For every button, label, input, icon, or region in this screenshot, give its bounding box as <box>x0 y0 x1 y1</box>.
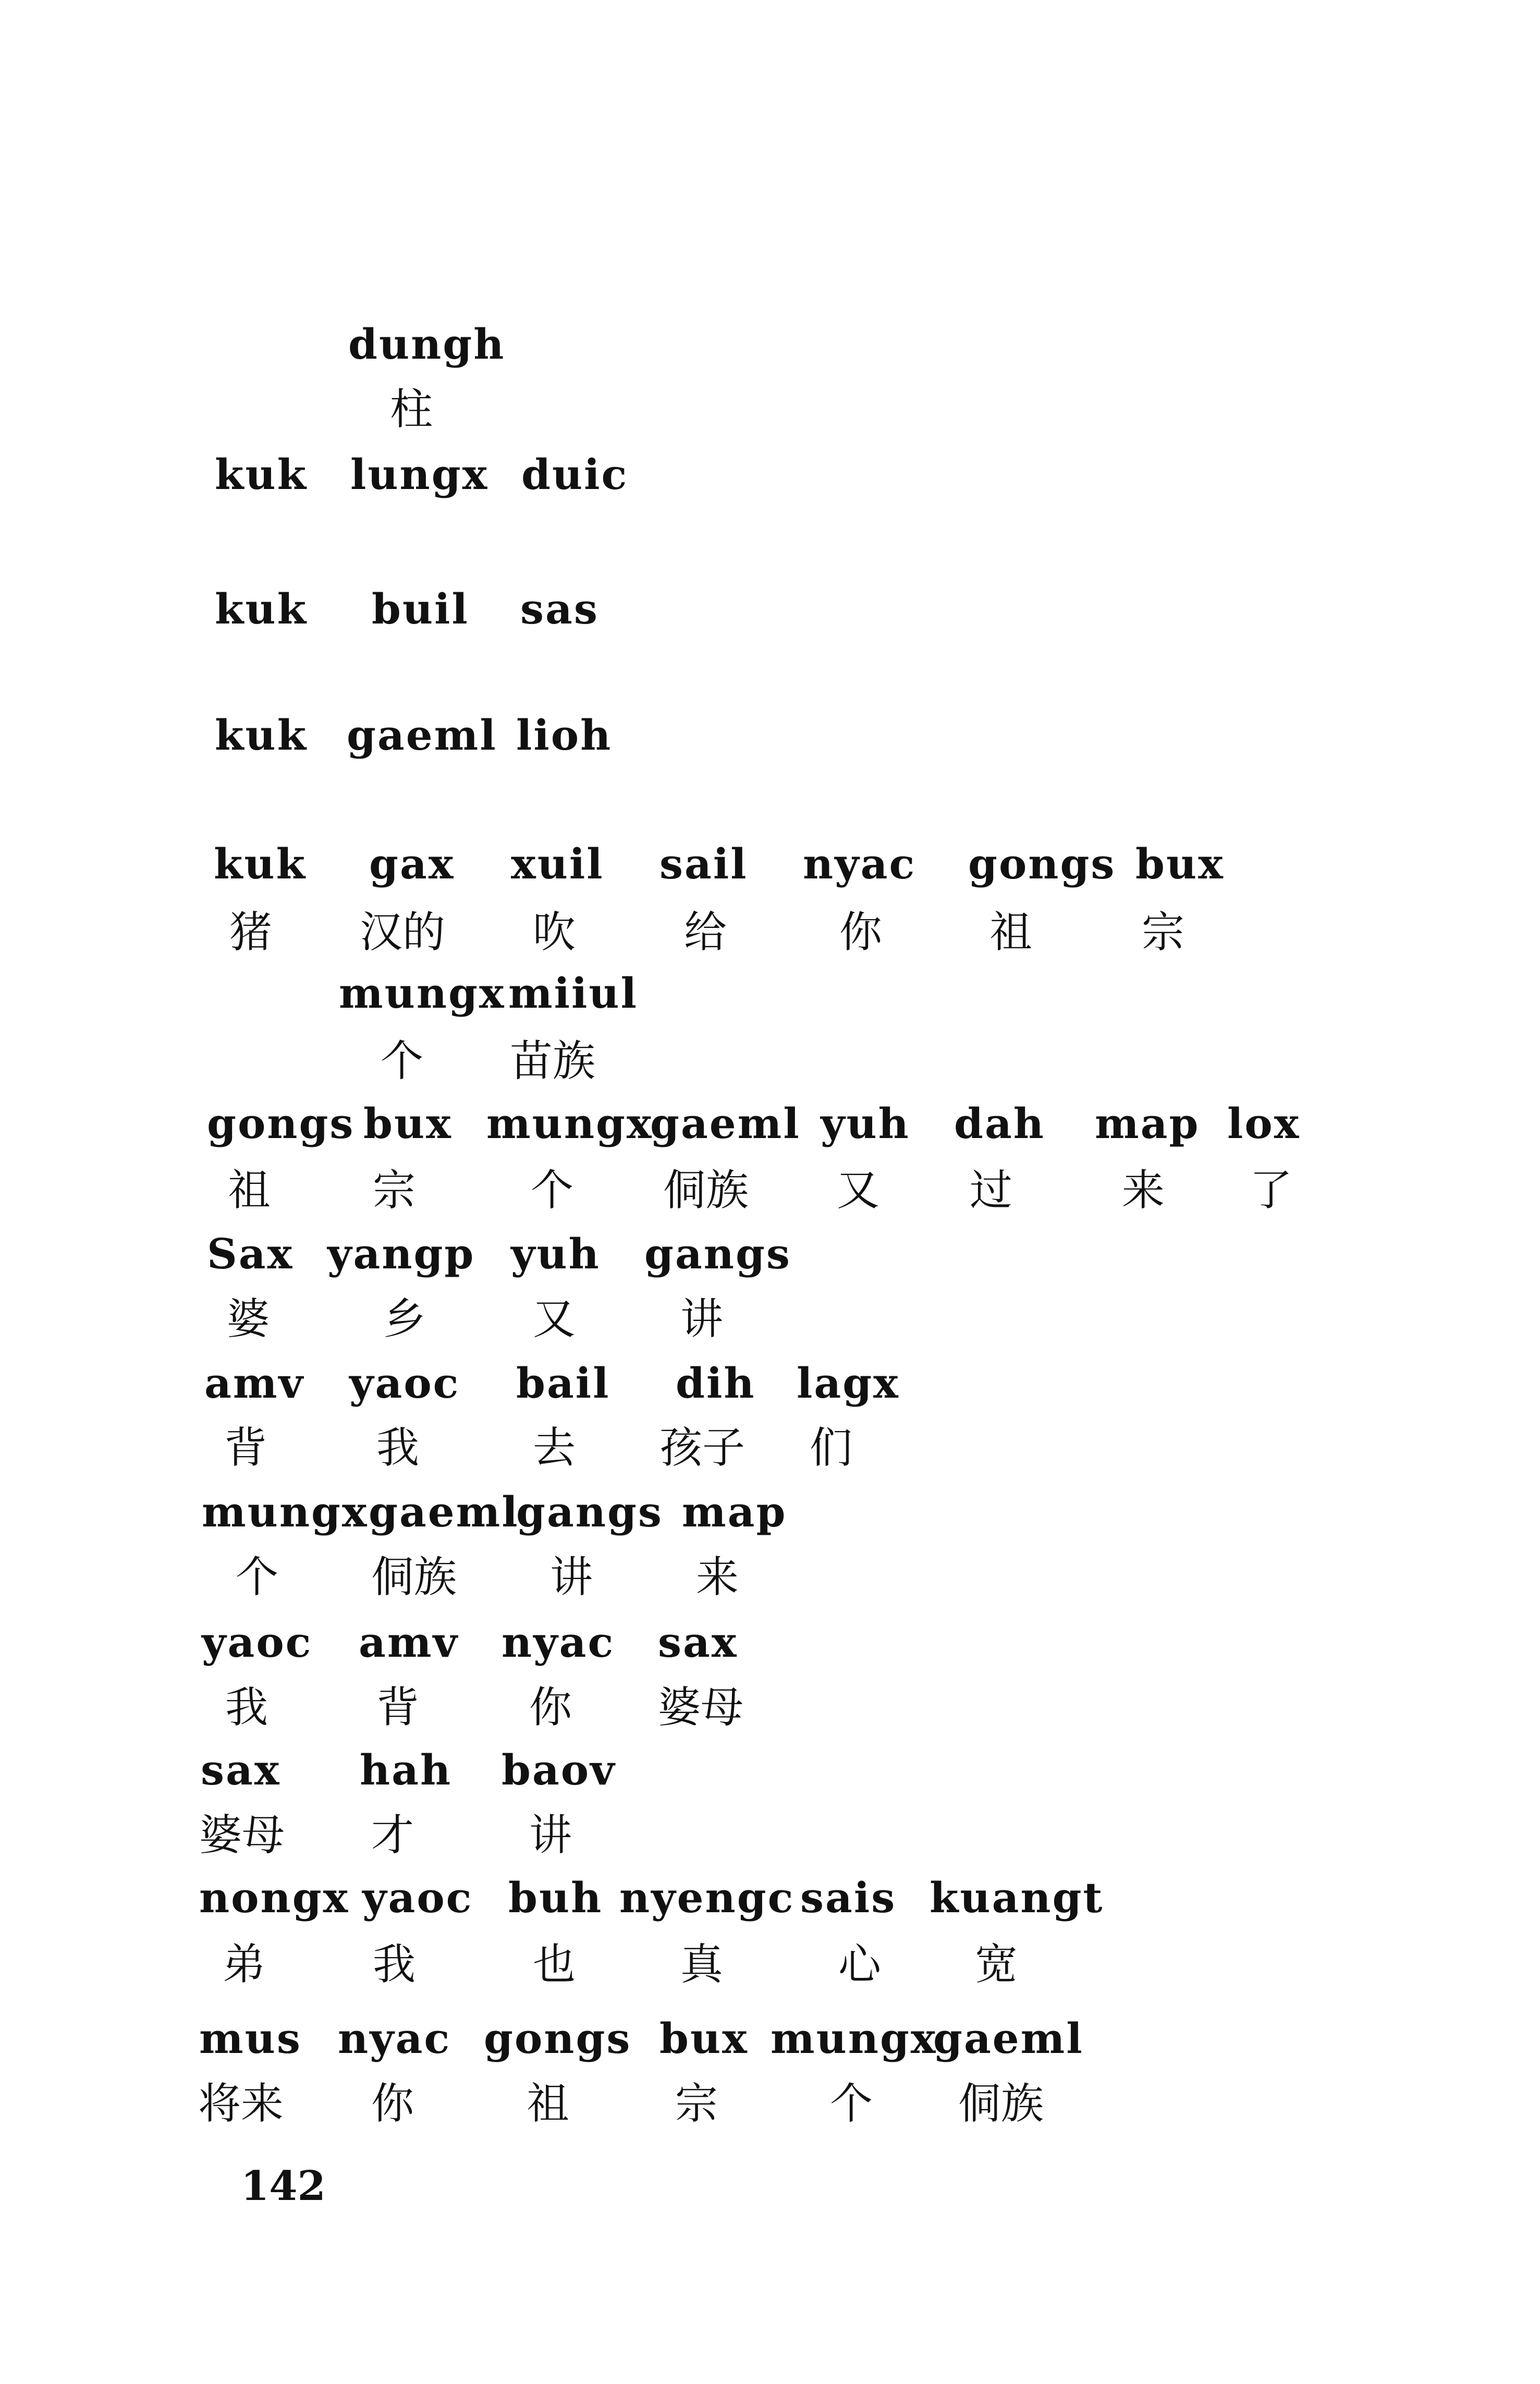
chinese-gloss-word: 才 <box>371 1811 414 1860</box>
chinese-gloss-word: 宗 <box>675 2079 718 2129</box>
chinese-gloss-word: 我 <box>376 1423 420 1473</box>
chinese-gloss-word: 个 <box>830 2079 873 2129</box>
romanized-word: map <box>682 1487 787 1536</box>
chinese-gloss-word: 个 <box>236 1552 279 1602</box>
romanized-word: amv <box>204 1359 304 1408</box>
romanized-word: sais <box>800 1873 897 1922</box>
chinese-gloss-word: 苗族 <box>510 1036 596 1086</box>
chinese-gloss-word: 我 <box>225 1683 268 1732</box>
chinese-gloss-word: 乡 <box>383 1294 426 1344</box>
chinese-gloss-word: 宗 <box>373 1166 416 1215</box>
chinese-gloss-word: 宽 <box>975 1940 1018 1989</box>
chinese-gloss-word: 汉的 <box>360 908 446 957</box>
romanized-word: mus <box>199 2014 302 2063</box>
romanized-word: yangp <box>327 1229 475 1278</box>
romanized-word: nyac <box>803 839 916 888</box>
romanized-word: gaeml <box>933 2014 1084 2063</box>
romanized-word: kuk <box>215 584 308 633</box>
chinese-gloss-word: 将来 <box>198 2079 284 2129</box>
romanized-word: yuh <box>821 1099 910 1148</box>
romanized-word: lagx <box>797 1359 900 1408</box>
chinese-gloss-word: 孩子 <box>659 1423 745 1473</box>
chinese-gloss-word: 你 <box>371 2079 414 2129</box>
chinese-gloss-word: 侗族 <box>371 1552 457 1602</box>
chinese-gloss-word: 讲 <box>680 1294 724 1344</box>
chinese-gloss-word: 来 <box>1122 1166 1165 1215</box>
chinese-gloss-word: 又 <box>837 1166 880 1215</box>
romanized-word: yaoc <box>202 1618 313 1667</box>
romanized-word: sax <box>201 1745 281 1794</box>
chinese-gloss-word: 婆母 <box>658 1683 744 1732</box>
romanized-word: lox <box>1227 1099 1301 1148</box>
romanized-word: mungx <box>486 1099 653 1148</box>
chinese-gloss-word: 你 <box>529 1683 572 1732</box>
romanized-word: nyac <box>338 2014 451 2063</box>
chinese-gloss-word: 给 <box>684 908 727 957</box>
romanized-word: Sax <box>207 1229 294 1278</box>
romanized-word: bux <box>363 1099 453 1148</box>
romanized-word: yaoc <box>362 1873 473 1922</box>
chinese-gloss-word: 祖 <box>228 1166 271 1215</box>
chinese-gloss-word: 又 <box>533 1294 576 1344</box>
romanized-word: lioh <box>516 711 613 760</box>
chinese-gloss-word: 你 <box>839 908 883 957</box>
romanized-word: gangs <box>516 1487 663 1536</box>
romanized-word: kuk <box>214 839 307 888</box>
romanized-word: dih <box>676 1359 756 1408</box>
romanized-word: gaeml <box>347 711 497 760</box>
romanized-word: mungx <box>202 1487 369 1536</box>
romanized-word: gaeml <box>369 1487 519 1536</box>
romanized-word: sax <box>658 1618 738 1667</box>
chinese-gloss-word: 吹 <box>533 908 576 957</box>
romanized-word: gax <box>369 839 455 888</box>
romanized-word: gongs <box>484 2014 632 2063</box>
chinese-gloss-word: 个 <box>381 1036 424 1086</box>
romanized-word: nyac <box>502 1618 615 1667</box>
chinese-gloss-word: 来 <box>696 1552 739 1602</box>
romanized-word: hah <box>360 1745 453 1794</box>
romanized-word: xuil <box>511 839 604 888</box>
chinese-gloss-word: 侗族 <box>663 1166 749 1215</box>
chinese-gloss-word: 心 <box>838 1940 882 1989</box>
chinese-gloss-word: 宗 <box>1142 908 1185 957</box>
chinese-gloss-word: 过 <box>970 1166 1013 1215</box>
chinese-gloss-word: 了 <box>1250 1166 1293 1215</box>
romanized-word: buh <box>508 1873 603 1922</box>
romanized-word: gaeml <box>650 1099 801 1148</box>
romanized-word: dah <box>954 1099 1045 1148</box>
romanized-word: kuk <box>215 450 308 499</box>
romanized-word: nyengc <box>619 1873 795 1922</box>
romanized-word: duic <box>521 450 629 499</box>
chinese-gloss-word: 背 <box>224 1423 267 1473</box>
romanized-word: amv <box>359 1618 459 1667</box>
romanized-word: bail <box>516 1359 610 1408</box>
chinese-gloss-word: 婆 <box>227 1294 270 1344</box>
romanized-word: mungx <box>771 2014 937 2063</box>
chinese-gloss-word: 真 <box>680 1940 724 1989</box>
chinese-gloss-word: 我 <box>373 1940 416 1989</box>
romanized-word: gangs <box>644 1229 791 1278</box>
chinese-gloss-word: 去 <box>533 1423 576 1473</box>
chinese-gloss-word: 柱 <box>390 385 433 434</box>
romanized-word: yuh <box>511 1229 601 1278</box>
chinese-gloss-word: 祖 <box>527 2079 570 2129</box>
romanized-word: dungh <box>348 320 506 369</box>
romanized-word: nongx <box>199 1873 350 1922</box>
romanized-word: kuangt <box>930 1873 1104 1922</box>
chinese-gloss-word: 们 <box>810 1423 853 1473</box>
chinese-gloss-word: 个 <box>531 1166 574 1215</box>
romanized-word: yaoc <box>349 1359 460 1408</box>
romanized-word: bux <box>659 2014 749 2063</box>
romanized-word: mungx <box>339 969 506 1018</box>
romanized-word: buil <box>372 584 469 633</box>
romanized-word: lungx <box>350 450 489 499</box>
chinese-gloss-word: 讲 <box>550 1552 593 1602</box>
romanized-word: sail <box>659 839 748 888</box>
chinese-gloss-word: 祖 <box>989 908 1033 957</box>
romanized-word: baov <box>502 1745 616 1794</box>
romanized-word: bux <box>1135 839 1225 888</box>
chinese-gloss-word: 婆母 <box>199 1811 285 1860</box>
chinese-gloss-word: 也 <box>533 1940 576 1989</box>
romanized-word: sas <box>520 584 599 633</box>
romanized-word: kuk <box>215 711 308 760</box>
chinese-gloss-word: 侗族 <box>958 2079 1044 2129</box>
romanized-word: miiul <box>508 969 638 1018</box>
romanized-word: gongs <box>207 1099 355 1148</box>
romanized-word: map <box>1095 1099 1200 1148</box>
romanized-word: gongs <box>968 839 1116 888</box>
chinese-gloss-word: 讲 <box>529 1811 572 1860</box>
chinese-gloss-word: 背 <box>376 1683 420 1732</box>
page-number: 142 <box>241 2162 326 2210</box>
chinese-gloss-word: 猪 <box>229 908 273 957</box>
chinese-gloss-word: 弟 <box>223 1940 266 1989</box>
